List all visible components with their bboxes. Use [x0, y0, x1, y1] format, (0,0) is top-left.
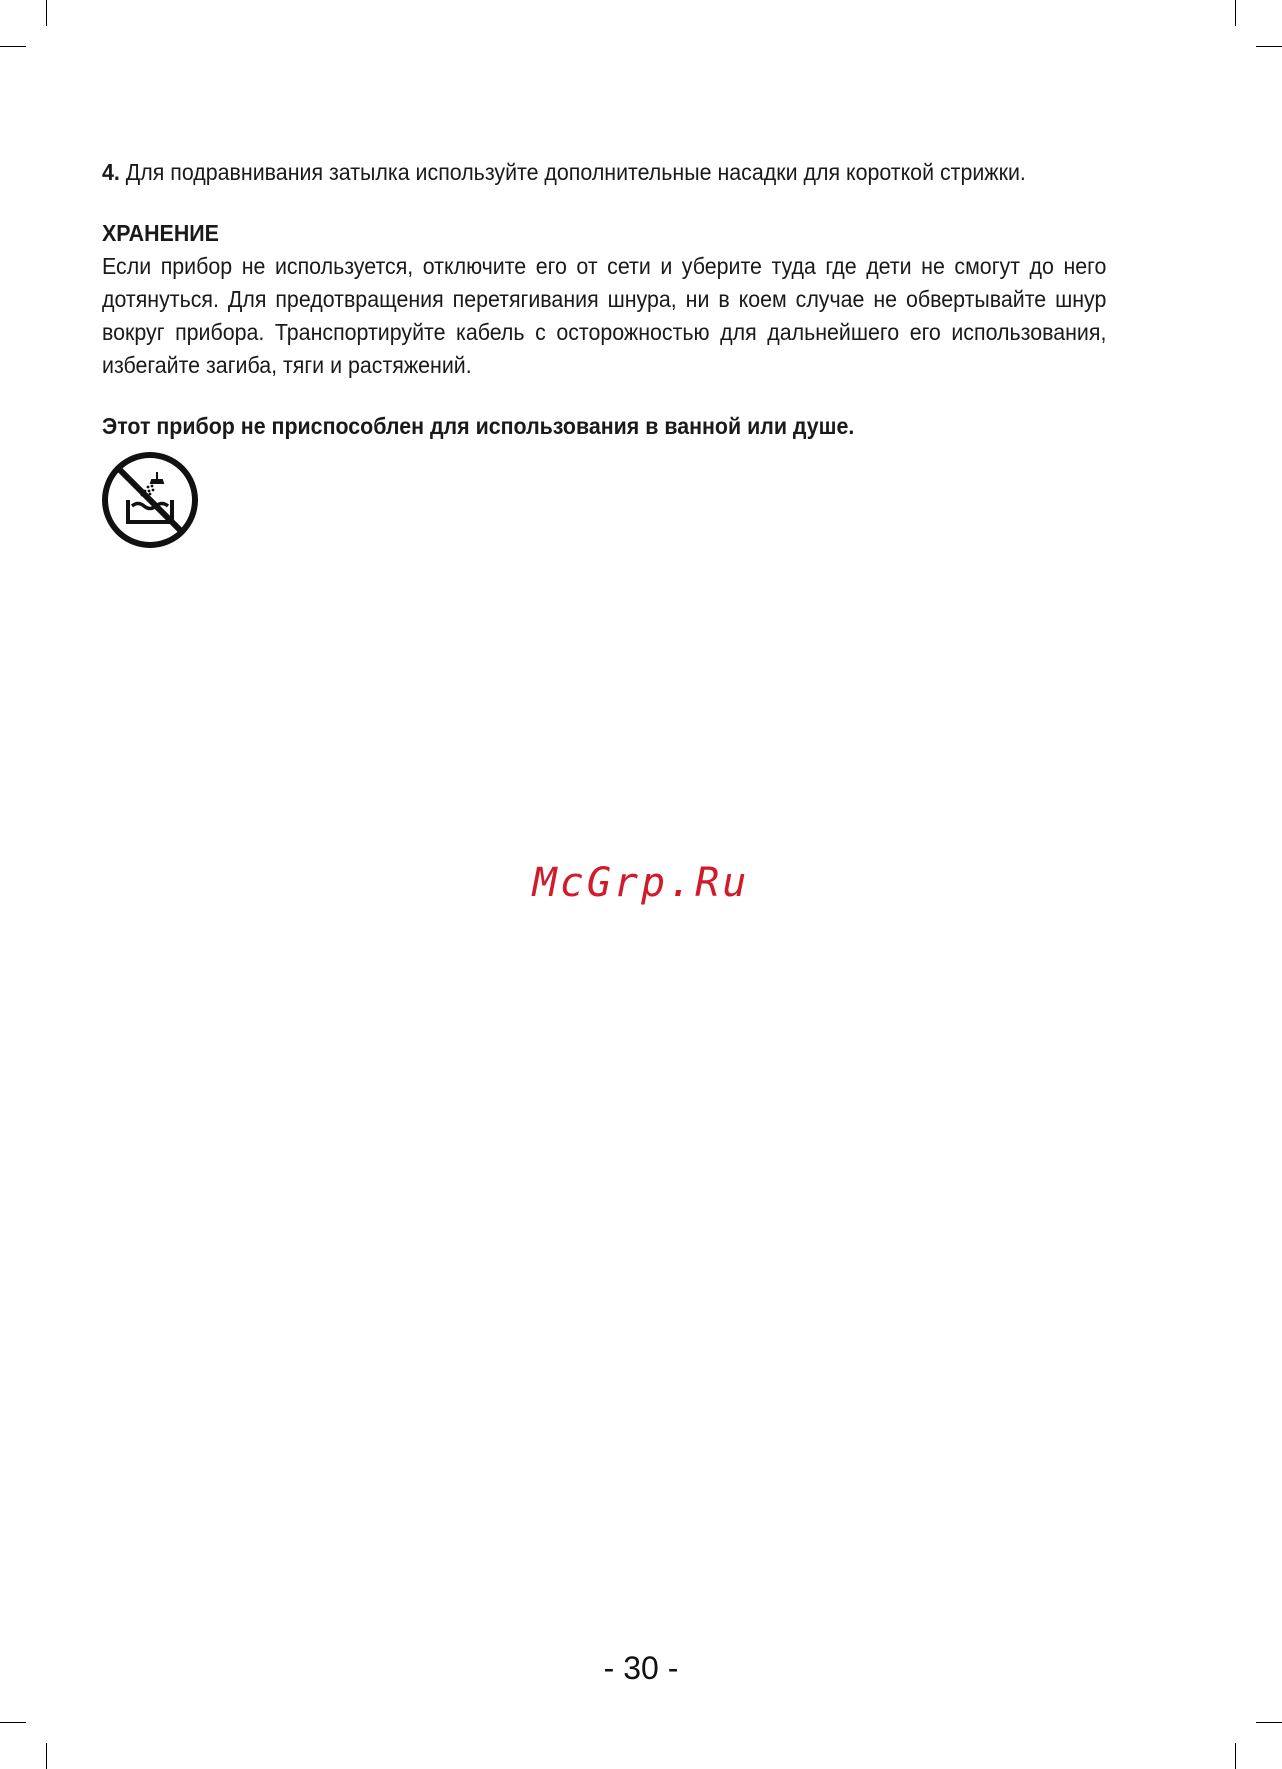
- crop-mark: [1235, 1743, 1236, 1769]
- document-body: [102, 156, 1106, 443]
- step-number: 4.: [102, 159, 120, 185]
- step-4-paragraph: [102, 156, 1106, 189]
- bath-warning: Этот прибор не приспособлен для использования в ванной или душе.: [102, 413, 855, 439]
- step-text: Для подравнивания затылка используйте дополнительные насадки для короткой стрижки.: [119, 159, 1026, 185]
- crop-mark: [1256, 46, 1282, 47]
- crop-mark: [1235, 0, 1236, 26]
- crop-mark: [1256, 1722, 1282, 1723]
- no-bath-shower-icon: [100, 450, 200, 550]
- crop-mark: [0, 46, 26, 47]
- storage-paragraph: Если прибор не используется, отключите его от сети и уберите туда где дети не смогут до него дотянуться. Для предотвращения перетягивания шнура, ни в коем случае не обвертывайте шнур вокруг прибора. Транспортируйте кабель с осторожностью для дальнейшего его использования, избегайте загиба, тяги и растяжений.: [102, 253, 1107, 378]
- storage-heading: ХРАНЕНИЕ: [102, 220, 219, 246]
- page-number: - 30 -: [603, 1650, 679, 1686]
- watermark: McGrp.Ru: [532, 860, 750, 906]
- crop-mark: [46, 1743, 47, 1769]
- crop-mark: [46, 0, 47, 26]
- crop-mark: [0, 1722, 26, 1723]
